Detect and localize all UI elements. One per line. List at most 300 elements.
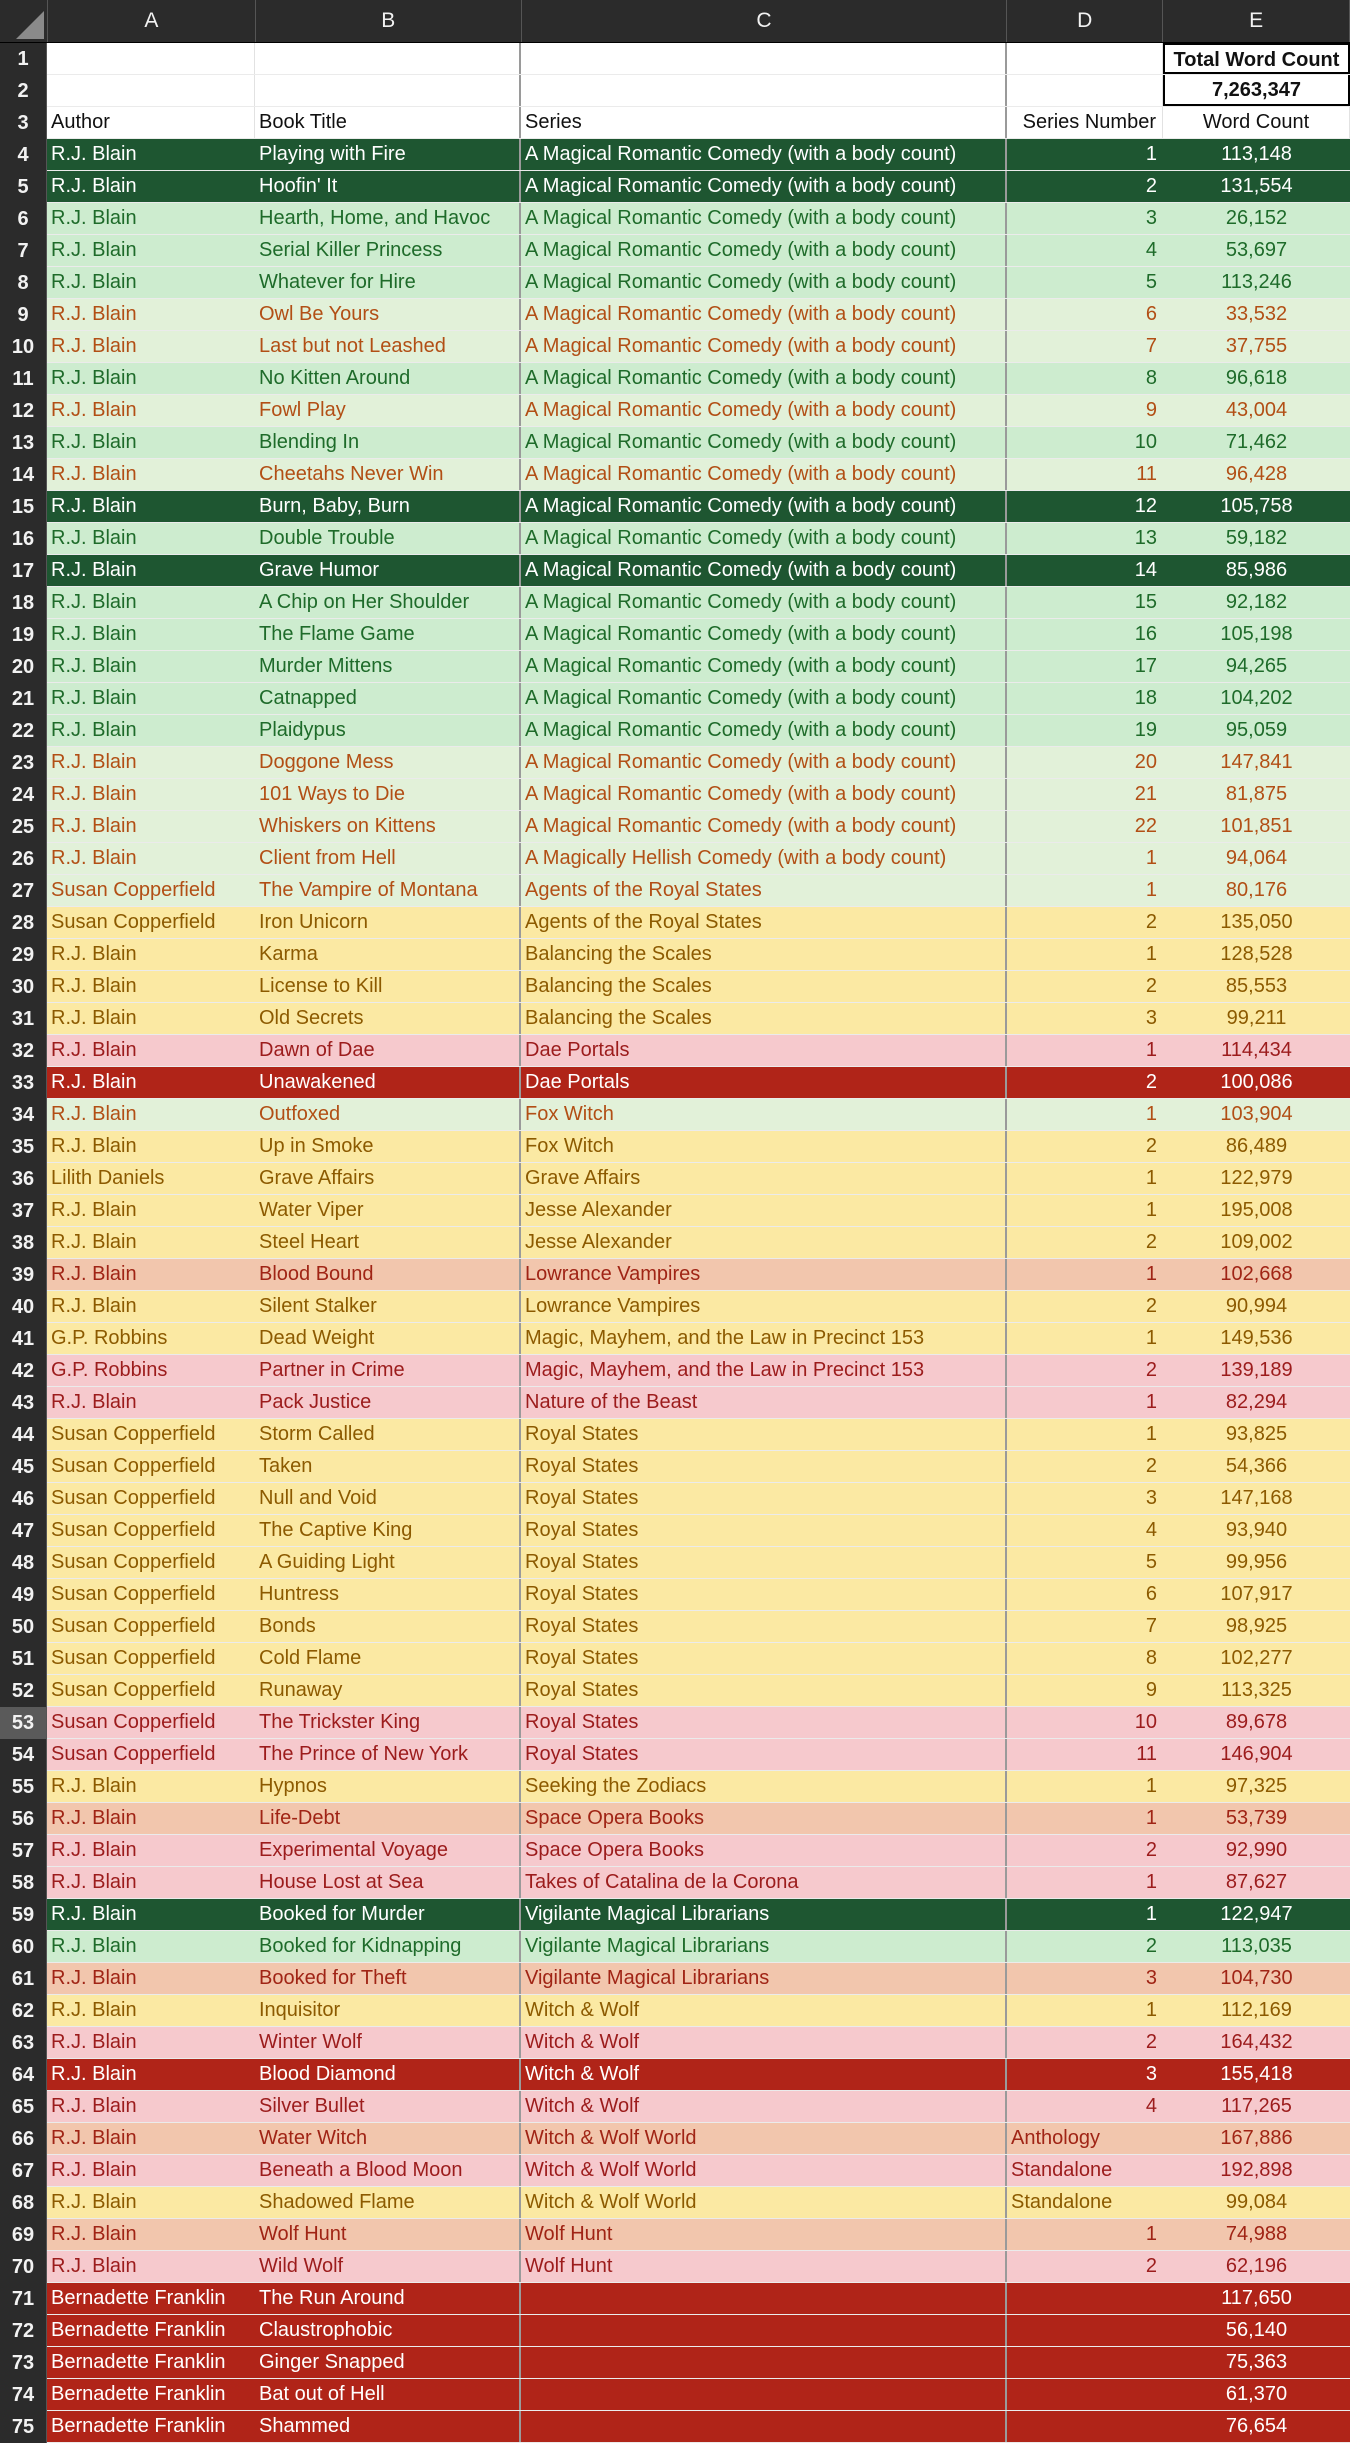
word-count-cell[interactable]: 109,002 [1163, 1227, 1350, 1258]
series-number-cell[interactable]: 2 [1007, 2027, 1163, 2058]
series-cell[interactable]: Witch & Wolf [521, 2027, 1007, 2058]
row-number[interactable]: 58 [0, 1867, 47, 1899]
series-cell[interactable]: A Magical Romantic Comedy (with a body count) [521, 779, 1007, 810]
book-title-cell[interactable]: Hearth, Home, and Havoc [255, 203, 521, 234]
series-number-cell[interactable]: 8 [1007, 1643, 1163, 1674]
row-number[interactable]: 32 [0, 1035, 47, 1067]
series-cell[interactable]: A Magical Romantic Comedy (with a body count) [521, 491, 1007, 522]
row-number[interactable]: 16 [0, 523, 47, 555]
word-count-cell[interactable]: 113,246 [1163, 267, 1350, 298]
series-number-cell[interactable]: 7 [1007, 1611, 1163, 1642]
series-cell[interactable]: A Magical Romantic Comedy (with a body count) [521, 619, 1007, 650]
word-count-cell[interactable]: 62,196 [1163, 2251, 1350, 2282]
word-count-cell[interactable]: 105,758 [1163, 491, 1350, 522]
book-title-cell[interactable]: The Captive King [255, 1515, 521, 1546]
row-number[interactable]: 53 [0, 1707, 47, 1739]
word-count-cell[interactable]: 74,988 [1163, 2219, 1350, 2250]
book-title-cell[interactable]: Karma [255, 939, 521, 970]
series-number-cell[interactable]: 4 [1007, 1515, 1163, 1546]
row-number[interactable]: 60 [0, 1931, 47, 1963]
author-cell[interactable]: R.J. Blain [47, 587, 255, 618]
word-count-cell[interactable]: 102,277 [1163, 1643, 1350, 1674]
row-number[interactable]: 27 [0, 875, 47, 907]
row-number[interactable]: 68 [0, 2187, 47, 2219]
author-cell[interactable]: Susan Copperfield [47, 875, 255, 906]
book-title-cell[interactable]: Cold Flame [255, 1643, 521, 1674]
row-number[interactable]: 69 [0, 2219, 47, 2251]
series-number-cell[interactable]: 3 [1007, 1483, 1163, 1514]
series-number-cell[interactable]: 1 [1007, 1419, 1163, 1450]
row-number[interactable]: 73 [0, 2347, 47, 2379]
word-count-cell[interactable]: 100,086 [1163, 1067, 1350, 1098]
cell[interactable] [1007, 75, 1163, 106]
author-cell[interactable]: R.J. Blain [47, 523, 255, 554]
book-title-cell[interactable]: Shammed [255, 2411, 521, 2442]
row-number[interactable]: 44 [0, 1419, 47, 1451]
word-count-cell[interactable]: 131,554 [1163, 171, 1350, 202]
series-number-cell[interactable]: 22 [1007, 811, 1163, 842]
row-number[interactable]: 72 [0, 2315, 47, 2347]
author-cell[interactable]: R.J. Blain [47, 2251, 255, 2282]
row-number[interactable]: 50 [0, 1611, 47, 1643]
word-count-cell[interactable]: 113,325 [1163, 1675, 1350, 1706]
book-title-cell[interactable]: Water Witch [255, 2123, 521, 2154]
author-cell[interactable]: R.J. Blain [47, 683, 255, 714]
series-number-cell[interactable]: 1 [1007, 1099, 1163, 1130]
series-number-cell[interactable] [1007, 2347, 1163, 2378]
book-title-cell[interactable]: Doggone Mess [255, 747, 521, 778]
word-count-cell[interactable]: 107,917 [1163, 1579, 1350, 1610]
word-count-cell[interactable]: 97,325 [1163, 1771, 1350, 1802]
row-number[interactable]: 37 [0, 1195, 47, 1227]
series-cell[interactable]: Royal States [521, 1675, 1007, 1706]
word-count-cell[interactable]: 149,536 [1163, 1323, 1350, 1354]
series-cell[interactable]: Takes of Catalina de la Corona [521, 1867, 1007, 1898]
author-cell[interactable]: Susan Copperfield [47, 907, 255, 938]
row-number[interactable]: 9 [0, 299, 47, 331]
author-cell[interactable]: R.J. Blain [47, 1131, 255, 1162]
series-cell[interactable]: Witch & Wolf World [521, 2187, 1007, 2218]
column-header-b[interactable]: B [256, 0, 522, 42]
book-title-cell[interactable]: No Kitten Around [255, 363, 521, 394]
book-title-cell[interactable]: The Trickster King [255, 1707, 521, 1738]
author-cell[interactable]: R.J. Blain [47, 619, 255, 650]
row-number[interactable]: 62 [0, 1995, 47, 2027]
series-cell[interactable]: Witch & Wolf World [521, 2123, 1007, 2154]
author-cell[interactable]: Susan Copperfield [47, 1611, 255, 1642]
book-title-cell[interactable]: Catnapped [255, 683, 521, 714]
word-count-cell[interactable]: 33,532 [1163, 299, 1350, 330]
series-number-cell[interactable]: 10 [1007, 1707, 1163, 1738]
author-cell[interactable]: Susan Copperfield [47, 1451, 255, 1482]
author-cell[interactable]: R.J. Blain [47, 939, 255, 970]
word-count-cell[interactable]: 104,202 [1163, 683, 1350, 714]
word-count-cell[interactable]: 76,654 [1163, 2411, 1350, 2442]
series-cell[interactable]: Vigilante Magical Librarians [521, 1899, 1007, 1930]
word-count-cell[interactable]: 92,990 [1163, 1835, 1350, 1866]
word-count-cell[interactable]: 122,947 [1163, 1899, 1350, 1930]
book-title-cell[interactable]: Null and Void [255, 1483, 521, 1514]
series-number-cell[interactable]: 1 [1007, 1899, 1163, 1930]
word-count-cell[interactable]: 75,363 [1163, 2347, 1350, 2378]
select-all-corner[interactable] [0, 0, 48, 42]
series-number-cell[interactable]: 19 [1007, 715, 1163, 746]
author-cell[interactable]: R.J. Blain [47, 1067, 255, 1098]
book-title-cell[interactable]: Booked for Theft [255, 1963, 521, 1994]
word-count-cell[interactable]: 99,084 [1163, 2187, 1350, 2218]
row-number[interactable]: 49 [0, 1579, 47, 1611]
row-number[interactable]: 70 [0, 2251, 47, 2283]
author-cell[interactable]: R.J. Blain [47, 171, 255, 202]
series-number-cell[interactable]: 6 [1007, 299, 1163, 330]
book-title-cell[interactable]: A Guiding Light [255, 1547, 521, 1578]
word-count-cell[interactable]: 85,553 [1163, 971, 1350, 1002]
row-number[interactable]: 28 [0, 907, 47, 939]
series-cell[interactable] [521, 2315, 1007, 2346]
author-cell[interactable]: R.J. Blain [47, 2059, 255, 2090]
row-number[interactable]: 1 [0, 43, 47, 75]
book-title-cell[interactable]: Huntress [255, 1579, 521, 1610]
series-number-cell[interactable] [1007, 2411, 1163, 2442]
row-number[interactable]: 4 [0, 139, 47, 171]
author-cell[interactable]: R.J. Blain [47, 1227, 255, 1258]
author-cell[interactable]: Susan Copperfield [47, 1419, 255, 1450]
book-title-cell[interactable]: Old Secrets [255, 1003, 521, 1034]
book-title-cell[interactable]: Shadowed Flame [255, 2187, 521, 2218]
series-cell[interactable]: Agents of the Royal States [521, 875, 1007, 906]
series-cell[interactable]: A Magical Romantic Comedy (with a body count) [521, 363, 1007, 394]
author-cell[interactable]: Bernadette Franklin [47, 2347, 255, 2378]
series-cell[interactable]: Royal States [521, 1515, 1007, 1546]
word-count-cell[interactable]: 95,059 [1163, 715, 1350, 746]
author-cell[interactable]: R.J. Blain [47, 2187, 255, 2218]
book-title-cell[interactable]: Grave Humor [255, 555, 521, 586]
word-count-cell[interactable]: 147,841 [1163, 747, 1350, 778]
series-number-cell[interactable] [1007, 2379, 1163, 2410]
row-number[interactable]: 33 [0, 1067, 47, 1099]
series-number-cell[interactable]: 1 [1007, 1323, 1163, 1354]
row-number[interactable]: 52 [0, 1675, 47, 1707]
book-title-cell[interactable]: Hypnos [255, 1771, 521, 1802]
series-number-cell[interactable]: 11 [1007, 459, 1163, 490]
series-cell[interactable]: Dae Portals [521, 1067, 1007, 1098]
word-count-cell[interactable]: 93,940 [1163, 1515, 1350, 1546]
row-number[interactable]: 43 [0, 1387, 47, 1419]
row-number[interactable]: 56 [0, 1803, 47, 1835]
book-title-cell[interactable]: The Run Around [255, 2283, 521, 2314]
row-number[interactable]: 21 [0, 683, 47, 715]
series-cell[interactable]: Balancing the Scales [521, 971, 1007, 1002]
word-count-cell[interactable]: 147,168 [1163, 1483, 1350, 1514]
word-count-cell[interactable]: 85,986 [1163, 555, 1350, 586]
row-number[interactable]: 30 [0, 971, 47, 1003]
book-title-cell[interactable]: Winter Wolf [255, 2027, 521, 2058]
series-cell[interactable]: Magic, Mayhem, and the Law in Precinct 153 [521, 1323, 1007, 1354]
series-number-cell[interactable]: 3 [1007, 203, 1163, 234]
word-count-cell[interactable]: 113,148 [1163, 139, 1350, 170]
series-cell[interactable] [521, 2347, 1007, 2378]
row-number[interactable]: 11 [0, 363, 47, 395]
row-number[interactable]: 63 [0, 2027, 47, 2059]
series-number-cell[interactable]: Standalone [1007, 2155, 1163, 2186]
author-cell[interactable]: R.J. Blain [47, 1835, 255, 1866]
book-title-cell[interactable]: Steel Heart [255, 1227, 521, 1258]
word-count-cell[interactable]: 114,434 [1163, 1035, 1350, 1066]
series-number-cell[interactable]: 1 [1007, 1259, 1163, 1290]
book-title-cell[interactable]: Claustrophobic [255, 2315, 521, 2346]
column-header-d[interactable]: D [1007, 0, 1163, 42]
row-number[interactable]: 5 [0, 171, 47, 203]
word-count-cell[interactable]: 128,528 [1163, 939, 1350, 970]
row-number[interactable]: 54 [0, 1739, 47, 1771]
word-count-cell[interactable]: 43,004 [1163, 395, 1350, 426]
series-number-cell[interactable]: 21 [1007, 779, 1163, 810]
author-cell[interactable]: Bernadette Franklin [47, 2379, 255, 2410]
series-number-cell[interactable] [1007, 2283, 1163, 2314]
word-count-cell[interactable]: 87,627 [1163, 1867, 1350, 1898]
series-cell[interactable]: Vigilante Magical Librarians [521, 1931, 1007, 1962]
author-cell[interactable]: Lilith Daniels [47, 1163, 255, 1194]
book-title-cell[interactable]: Hoofin' It [255, 171, 521, 202]
word-count-cell[interactable]: 59,182 [1163, 523, 1350, 554]
series-number-cell[interactable]: 2 [1007, 2251, 1163, 2282]
series-number-cell[interactable]: 2 [1007, 907, 1163, 938]
series-number-cell[interactable] [1007, 2315, 1163, 2346]
series-cell[interactable]: A Magical Romantic Comedy (with a body count) [521, 427, 1007, 458]
word-count-cell[interactable]: 82,294 [1163, 1387, 1350, 1418]
author-cell[interactable]: R.J. Blain [47, 299, 255, 330]
header-word-count[interactable]: Word Count [1163, 107, 1350, 138]
word-count-cell[interactable]: 80,176 [1163, 875, 1350, 906]
book-title-cell[interactable]: The Vampire of Montana [255, 875, 521, 906]
series-number-cell[interactable]: 2 [1007, 171, 1163, 202]
series-cell[interactable]: Witch & Wolf [521, 1995, 1007, 2026]
series-number-cell[interactable]: 2 [1007, 1291, 1163, 1322]
author-cell[interactable]: R.J. Blain [47, 395, 255, 426]
row-number[interactable]: 57 [0, 1835, 47, 1867]
book-title-cell[interactable]: Ginger Snapped [255, 2347, 521, 2378]
series-cell[interactable]: Dae Portals [521, 1035, 1007, 1066]
word-count-cell[interactable]: 56,140 [1163, 2315, 1350, 2346]
column-header-c[interactable]: C [522, 0, 1008, 42]
word-count-cell[interactable]: 98,925 [1163, 1611, 1350, 1642]
word-count-cell[interactable]: 105,198 [1163, 619, 1350, 650]
series-number-cell[interactable]: 1 [1007, 1195, 1163, 1226]
author-cell[interactable]: R.J. Blain [47, 555, 255, 586]
row-number[interactable]: 74 [0, 2379, 47, 2411]
author-cell[interactable]: R.J. Blain [47, 1771, 255, 1802]
series-cell[interactable]: A Magical Romantic Comedy (with a body count) [521, 267, 1007, 298]
cell[interactable] [255, 43, 521, 74]
word-count-cell[interactable]: 86,489 [1163, 1131, 1350, 1162]
series-cell[interactable]: Royal States [521, 1739, 1007, 1770]
series-cell[interactable]: A Magical Romantic Comedy (with a body count) [521, 683, 1007, 714]
author-cell[interactable]: R.J. Blain [47, 1195, 255, 1226]
series-cell[interactable]: A Magical Romantic Comedy (with a body count) [521, 203, 1007, 234]
row-number[interactable]: 66 [0, 2123, 47, 2155]
author-cell[interactable]: R.J. Blain [47, 1803, 255, 1834]
series-cell[interactable]: Lowrance Vampires [521, 1259, 1007, 1290]
author-cell[interactable]: R.J. Blain [47, 1963, 255, 1994]
row-number[interactable]: 41 [0, 1323, 47, 1355]
author-cell[interactable]: Susan Copperfield [47, 1643, 255, 1674]
row-number[interactable]: 47 [0, 1515, 47, 1547]
author-cell[interactable]: Susan Copperfield [47, 1675, 255, 1706]
author-cell[interactable]: Bernadette Franklin [47, 2411, 255, 2442]
author-cell[interactable]: R.J. Blain [47, 811, 255, 842]
author-cell[interactable]: R.J. Blain [47, 2155, 255, 2186]
series-number-cell[interactable]: 8 [1007, 363, 1163, 394]
author-cell[interactable]: Susan Copperfield [47, 1579, 255, 1610]
row-number[interactable]: 3 [0, 107, 47, 139]
series-number-cell[interactable]: Standalone [1007, 2187, 1163, 2218]
book-title-cell[interactable]: Last but not Leashed [255, 331, 521, 362]
book-title-cell[interactable]: Wolf Hunt [255, 2219, 521, 2250]
series-number-cell[interactable]: 1 [1007, 139, 1163, 170]
author-cell[interactable]: Susan Copperfield [47, 1739, 255, 1770]
book-title-cell[interactable]: Iron Unicorn [255, 907, 521, 938]
series-cell[interactable]: A Magical Romantic Comedy (with a body count) [521, 395, 1007, 426]
series-cell[interactable]: Jesse Alexander [521, 1195, 1007, 1226]
series-cell[interactable]: A Magically Hellish Comedy (with a body count) [521, 843, 1007, 874]
book-title-cell[interactable]: House Lost at Sea [255, 1867, 521, 1898]
series-number-cell[interactable]: 17 [1007, 651, 1163, 682]
word-count-cell[interactable]: 195,008 [1163, 1195, 1350, 1226]
book-title-cell[interactable]: Bonds [255, 1611, 521, 1642]
row-number[interactable]: 38 [0, 1227, 47, 1259]
author-cell[interactable]: Susan Copperfield [47, 1483, 255, 1514]
book-title-cell[interactable]: Life-Debt [255, 1803, 521, 1834]
series-cell[interactable]: A Magical Romantic Comedy (with a body count) [521, 139, 1007, 170]
word-count-cell[interactable]: 164,432 [1163, 2027, 1350, 2058]
row-number[interactable]: 12 [0, 395, 47, 427]
row-number[interactable]: 48 [0, 1547, 47, 1579]
series-cell[interactable]: Space Opera Books [521, 1835, 1007, 1866]
book-title-cell[interactable]: Serial Killer Princess [255, 235, 521, 266]
book-title-cell[interactable]: Beneath a Blood Moon [255, 2155, 521, 2186]
series-cell[interactable]: A Magical Romantic Comedy (with a body count) [521, 715, 1007, 746]
author-cell[interactable]: R.J. Blain [47, 2091, 255, 2122]
row-number[interactable]: 2 [0, 75, 47, 107]
row-number[interactable]: 34 [0, 1099, 47, 1131]
row-number[interactable]: 45 [0, 1451, 47, 1483]
word-count-cell[interactable]: 101,851 [1163, 811, 1350, 842]
word-count-cell[interactable]: 99,211 [1163, 1003, 1350, 1034]
word-count-cell[interactable]: 93,825 [1163, 1419, 1350, 1450]
word-count-cell[interactable]: 102,668 [1163, 1259, 1350, 1290]
series-cell[interactable] [521, 2283, 1007, 2314]
book-title-cell[interactable]: License to Kill [255, 971, 521, 1002]
author-cell[interactable]: R.J. Blain [47, 139, 255, 170]
book-title-cell[interactable]: Owl Be Yours [255, 299, 521, 330]
book-title-cell[interactable]: Bat out of Hell [255, 2379, 521, 2410]
book-title-cell[interactable]: Double Trouble [255, 523, 521, 554]
word-count-cell[interactable]: 89,678 [1163, 1707, 1350, 1738]
series-number-cell[interactable]: 2 [1007, 1931, 1163, 1962]
author-cell[interactable]: Susan Copperfield [47, 1707, 255, 1738]
word-count-cell[interactable]: 117,650 [1163, 2283, 1350, 2314]
series-cell[interactable]: A Magical Romantic Comedy (with a body count) [521, 747, 1007, 778]
book-title-cell[interactable]: Partner in Crime [255, 1355, 521, 1386]
word-count-cell[interactable]: 146,904 [1163, 1739, 1350, 1770]
series-number-cell[interactable]: 3 [1007, 1963, 1163, 1994]
book-title-cell[interactable]: Dawn of Dae [255, 1035, 521, 1066]
author-cell[interactable]: R.J. Blain [47, 1003, 255, 1034]
series-cell[interactable]: Royal States [521, 1611, 1007, 1642]
word-count-cell[interactable]: 104,730 [1163, 1963, 1350, 1994]
cell[interactable] [255, 75, 521, 106]
row-number[interactable]: 25 [0, 811, 47, 843]
book-title-cell[interactable]: Storm Called [255, 1419, 521, 1450]
series-cell[interactable]: A Magical Romantic Comedy (with a body count) [521, 299, 1007, 330]
cell[interactable] [1007, 43, 1163, 74]
series-number-cell[interactable]: 3 [1007, 2059, 1163, 2090]
total-word-count-value[interactable]: 7,263,347 [1163, 75, 1350, 106]
row-number[interactable]: 20 [0, 651, 47, 683]
series-cell[interactable]: Royal States [521, 1451, 1007, 1482]
series-cell[interactable]: Witch & Wolf [521, 2091, 1007, 2122]
author-cell[interactable]: R.J. Blain [47, 1899, 255, 1930]
series-cell[interactable]: A Magical Romantic Comedy (with a body count) [521, 459, 1007, 490]
word-count-cell[interactable]: 122,979 [1163, 1163, 1350, 1194]
author-cell[interactable]: R.J. Blain [47, 491, 255, 522]
cell[interactable] [521, 43, 1007, 74]
cell[interactable] [47, 43, 255, 74]
word-count-cell[interactable]: 113,035 [1163, 1931, 1350, 1962]
series-number-cell[interactable]: 1 [1007, 1803, 1163, 1834]
row-number[interactable]: 71 [0, 2283, 47, 2315]
series-cell[interactable]: A Magical Romantic Comedy (with a body count) [521, 235, 1007, 266]
book-title-cell[interactable]: The Prince of New York [255, 1739, 521, 1770]
series-cell[interactable]: Royal States [521, 1643, 1007, 1674]
cell[interactable] [521, 75, 1007, 106]
series-number-cell[interactable]: 14 [1007, 555, 1163, 586]
author-cell[interactable]: R.J. Blain [47, 971, 255, 1002]
word-count-cell[interactable]: 96,428 [1163, 459, 1350, 490]
book-title-cell[interactable]: Unawakened [255, 1067, 521, 1098]
row-number[interactable]: 42 [0, 1355, 47, 1387]
word-count-cell[interactable]: 96,618 [1163, 363, 1350, 394]
series-number-cell[interactable]: 1 [1007, 1387, 1163, 1418]
row-number[interactable]: 18 [0, 587, 47, 619]
book-title-cell[interactable]: Silent Stalker [255, 1291, 521, 1322]
book-title-cell[interactable]: Blood Bound [255, 1259, 521, 1290]
book-title-cell[interactable]: Whatever for Hire [255, 267, 521, 298]
word-count-cell[interactable]: 94,265 [1163, 651, 1350, 682]
book-title-cell[interactable]: Murder Mittens [255, 651, 521, 682]
series-cell[interactable]: Jesse Alexander [521, 1227, 1007, 1258]
word-count-cell[interactable]: 139,189 [1163, 1355, 1350, 1386]
series-number-cell[interactable]: 1 [1007, 939, 1163, 970]
book-title-cell[interactable]: The Flame Game [255, 619, 521, 650]
author-cell[interactable]: R.J. Blain [47, 1995, 255, 2026]
author-cell[interactable]: R.J. Blain [47, 235, 255, 266]
series-cell[interactable]: Royal States [521, 1579, 1007, 1610]
author-cell[interactable]: R.J. Blain [47, 203, 255, 234]
author-cell[interactable]: R.J. Blain [47, 1291, 255, 1322]
series-cell[interactable]: Space Opera Books [521, 1803, 1007, 1834]
row-number[interactable]: 8 [0, 267, 47, 299]
book-title-cell[interactable]: Whiskers on Kittens [255, 811, 521, 842]
row-number[interactable]: 39 [0, 1259, 47, 1291]
series-number-cell[interactable]: 1 [1007, 843, 1163, 874]
row-number[interactable]: 19 [0, 619, 47, 651]
row-number[interactable]: 64 [0, 2059, 47, 2091]
word-count-cell[interactable]: 167,886 [1163, 2123, 1350, 2154]
word-count-cell[interactable]: 155,418 [1163, 2059, 1350, 2090]
word-count-cell[interactable]: 94,064 [1163, 843, 1350, 874]
series-cell[interactable]: Agents of the Royal States [521, 907, 1007, 938]
